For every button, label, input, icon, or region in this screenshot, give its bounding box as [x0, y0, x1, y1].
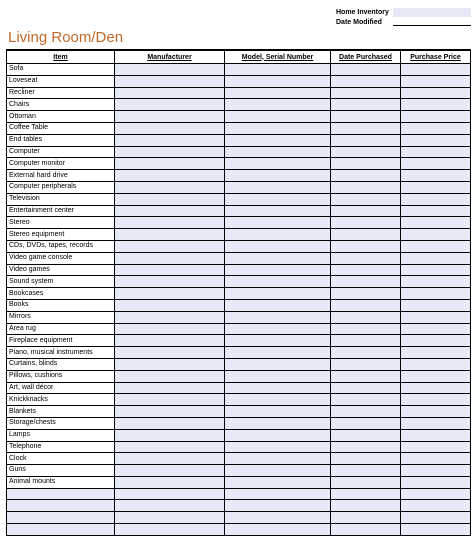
model-serial-cell[interactable] — [225, 134, 331, 146]
table-row — [7, 146, 471, 158]
column-header-model-serial: Model, Serial Number — [225, 50, 331, 64]
table-row — [7, 276, 471, 288]
manufacturer-cell[interactable] — [115, 111, 225, 123]
model-serial-cell[interactable] — [225, 205, 331, 217]
table-row — [7, 524, 471, 536]
purchase-price-cell[interactable] — [401, 217, 471, 229]
date-purchased-cell[interactable] — [331, 335, 401, 347]
model-serial-cell[interactable] — [225, 87, 331, 99]
purchase-price-cell[interactable] — [401, 276, 471, 288]
model-serial-cell[interactable] — [225, 158, 331, 170]
date-purchased-cell[interactable] — [331, 500, 401, 512]
item-cell: Stereo — [7, 217, 115, 229]
purchase-price-cell[interactable] — [401, 311, 471, 323]
model-serial-cell[interactable] — [225, 347, 331, 359]
table-row — [7, 299, 471, 311]
header-meta — [336, 7, 471, 27]
manufacturer-cell[interactable] — [115, 382, 225, 394]
purchase-price-cell[interactable] — [401, 417, 471, 429]
item-cell: Loveseat — [7, 75, 115, 87]
manufacturer-cell[interactable] — [115, 323, 225, 335]
purchase-price-cell[interactable] — [401, 512, 471, 524]
purchase-price-cell[interactable] — [401, 99, 471, 111]
home-inventory-label: Home Inventory — [336, 8, 389, 16]
table-row — [7, 64, 471, 76]
purchase-price-cell[interactable] — [401, 488, 471, 500]
table-row — [7, 406, 471, 418]
model-serial-cell[interactable] — [225, 64, 331, 76]
table-row — [7, 429, 471, 441]
date-purchased-cell[interactable] — [331, 417, 401, 429]
item-cell: Entertainment center — [7, 205, 115, 217]
manufacturer-cell[interactable] — [115, 288, 225, 300]
purchase-price-cell[interactable] — [401, 335, 471, 347]
table-row — [7, 500, 471, 512]
manufacturer-cell[interactable] — [115, 276, 225, 288]
item-cell: Sofa — [7, 64, 115, 76]
table-row — [7, 394, 471, 406]
date-purchased-cell[interactable] — [331, 181, 401, 193]
table-row — [7, 370, 471, 382]
date-purchased-cell[interactable] — [331, 323, 401, 335]
model-serial-cell[interactable] — [225, 240, 331, 252]
table-row — [7, 99, 471, 111]
manufacturer-cell[interactable] — [115, 406, 225, 418]
item-cell: Coffee Table — [7, 122, 115, 134]
table-row — [7, 288, 471, 300]
manufacturer-cell[interactable] — [115, 205, 225, 217]
model-serial-cell[interactable] — [225, 170, 331, 182]
item-cell: Guns — [7, 465, 115, 477]
table-row — [7, 358, 471, 370]
item-cell: CDs, DVDs, tapes, records — [7, 240, 115, 252]
item-cell: Computer peripherals — [7, 181, 115, 193]
manufacturer-cell[interactable] — [115, 394, 225, 406]
date-purchased-cell[interactable] — [331, 99, 401, 111]
date-purchased-cell[interactable] — [331, 394, 401, 406]
model-serial-cell[interactable] — [225, 181, 331, 193]
date-purchased-cell[interactable] — [331, 75, 401, 87]
manufacturer-cell[interactable] — [115, 488, 225, 500]
item-cell: Ottoman — [7, 111, 115, 123]
item-cell: Lamps — [7, 429, 115, 441]
item-cell: Clock — [7, 453, 115, 465]
item-cell: Video game console — [7, 252, 115, 264]
date-purchased-cell[interactable] — [331, 240, 401, 252]
inventory-table — [6, 49, 471, 536]
column-header-item: Item — [7, 50, 115, 64]
item-cell: Video games — [7, 264, 115, 276]
column-header-manufacturer: Manufacturer — [115, 50, 225, 64]
table-row — [7, 181, 471, 193]
date-purchased-cell[interactable] — [331, 122, 401, 134]
manufacturer-cell[interactable] — [115, 264, 225, 276]
table-row — [7, 229, 471, 241]
purchase-price-cell[interactable] — [401, 264, 471, 276]
item-cell[interactable] — [7, 524, 115, 536]
date-purchased-cell[interactable] — [331, 217, 401, 229]
model-serial-cell[interactable] — [225, 358, 331, 370]
table-body — [7, 64, 471, 536]
manufacturer-cell[interactable] — [115, 87, 225, 99]
item-cell: Stereo equipment — [7, 229, 115, 241]
column-header-date-purchased: Date Purchased — [331, 50, 401, 64]
table-row — [7, 252, 471, 264]
model-serial-cell[interactable] — [225, 465, 331, 477]
date-purchased-cell[interactable] — [331, 87, 401, 99]
item-cell: Blankets — [7, 406, 115, 418]
manufacturer-cell[interactable] — [115, 500, 225, 512]
date-purchased-cell[interactable] — [331, 441, 401, 453]
item-cell: Books — [7, 299, 115, 311]
table-row — [7, 311, 471, 323]
model-serial-cell[interactable] — [225, 417, 331, 429]
purchase-price-cell[interactable] — [401, 134, 471, 146]
item-cell: Computer — [7, 146, 115, 158]
model-serial-cell[interactable] — [225, 217, 331, 229]
purchase-price-cell[interactable] — [401, 441, 471, 453]
purchase-price-cell[interactable] — [401, 229, 471, 241]
purchase-price-cell[interactable] — [401, 75, 471, 87]
manufacturer-cell[interactable] — [115, 335, 225, 347]
model-serial-cell[interactable] — [225, 512, 331, 524]
home-inventory-row — [336, 7, 471, 17]
item-cell[interactable] — [7, 500, 115, 512]
item-cell: Area rug — [7, 323, 115, 335]
manufacturer-cell[interactable] — [115, 311, 225, 323]
model-serial-cell[interactable] — [225, 122, 331, 134]
date-purchased-cell[interactable] — [331, 229, 401, 241]
date-purchased-cell[interactable] — [331, 276, 401, 288]
manufacturer-cell[interactable] — [115, 229, 225, 241]
table-header-row — [7, 50, 471, 64]
table-row — [7, 417, 471, 429]
purchase-price-cell[interactable] — [401, 406, 471, 418]
manufacturer-cell[interactable] — [115, 370, 225, 382]
model-serial-cell[interactable] — [225, 146, 331, 158]
date-purchased-cell[interactable] — [331, 64, 401, 76]
purchase-price-cell[interactable] — [401, 205, 471, 217]
item-cell: Pillows, cushions — [7, 370, 115, 382]
manufacturer-cell[interactable] — [115, 299, 225, 311]
date-purchased-cell[interactable] — [331, 264, 401, 276]
table-row — [7, 158, 471, 170]
date-purchased-cell[interactable] — [331, 311, 401, 323]
manufacturer-cell[interactable] — [115, 429, 225, 441]
manufacturer-cell[interactable] — [115, 146, 225, 158]
purchase-price-cell[interactable] — [401, 500, 471, 512]
home-inventory-field[interactable] — [393, 8, 471, 17]
manufacturer-cell[interactable] — [115, 193, 225, 205]
model-serial-cell[interactable] — [225, 264, 331, 276]
date-purchased-cell[interactable] — [331, 193, 401, 205]
manufacturer-cell[interactable] — [115, 240, 225, 252]
table-row — [7, 488, 471, 500]
item-cell: Recliner — [7, 87, 115, 99]
item-cell: Television — [7, 193, 115, 205]
date-purchased-cell[interactable] — [331, 111, 401, 123]
purchase-price-cell[interactable] — [401, 453, 471, 465]
table-row — [7, 217, 471, 229]
item-cell: Animal mounts — [7, 476, 115, 488]
table-row — [7, 347, 471, 359]
purchase-price-cell[interactable] — [401, 181, 471, 193]
table-row — [7, 476, 471, 488]
model-serial-cell[interactable] — [225, 99, 331, 111]
table-row — [7, 335, 471, 347]
item-cell: Curtains, blinds — [7, 358, 115, 370]
table-row — [7, 512, 471, 524]
item-cell: External hard drive — [7, 170, 115, 182]
model-serial-cell[interactable] — [225, 111, 331, 123]
date-purchased-cell[interactable] — [331, 406, 401, 418]
table-row — [7, 170, 471, 182]
model-serial-cell[interactable] — [225, 406, 331, 418]
date-purchased-cell[interactable] — [331, 347, 401, 359]
purchase-price-cell[interactable] — [401, 429, 471, 441]
table-row — [7, 453, 471, 465]
table-row — [7, 465, 471, 477]
table-row — [7, 323, 471, 335]
purchase-price-cell[interactable] — [401, 382, 471, 394]
date-purchased-cell[interactable] — [331, 429, 401, 441]
manufacturer-cell[interactable] — [115, 170, 225, 182]
purchase-price-cell[interactable] — [401, 170, 471, 182]
manufacturer-cell[interactable] — [115, 524, 225, 536]
purchase-price-cell[interactable] — [401, 370, 471, 382]
date-modified-row — [336, 17, 471, 27]
item-cell[interactable] — [7, 512, 115, 524]
manufacturer-cell[interactable] — [115, 476, 225, 488]
item-cell: Knickknacks — [7, 394, 115, 406]
date-purchased-cell[interactable] — [331, 288, 401, 300]
manufacturer-cell[interactable] — [115, 158, 225, 170]
purchase-price-cell[interactable] — [401, 358, 471, 370]
page-title: Living Room/Den — [8, 29, 124, 46]
item-cell: Fireplace equipment — [7, 335, 115, 347]
date-purchased-cell[interactable] — [331, 358, 401, 370]
manufacturer-cell[interactable] — [115, 181, 225, 193]
date-purchased-cell[interactable] — [331, 465, 401, 477]
table-row — [7, 111, 471, 123]
item-cell[interactable] — [7, 488, 115, 500]
model-serial-cell[interactable] — [225, 299, 331, 311]
purchase-price-cell[interactable] — [401, 394, 471, 406]
purchase-price-cell[interactable] — [401, 122, 471, 134]
column-header-purchase-price: Purchase Price — [401, 50, 471, 64]
model-serial-cell[interactable] — [225, 311, 331, 323]
date-modified-field[interactable] — [393, 18, 471, 26]
manufacturer-cell[interactable] — [115, 347, 225, 359]
purchase-price-cell[interactable] — [401, 240, 471, 252]
manufacturer-cell[interactable] — [115, 512, 225, 524]
model-serial-cell[interactable] — [225, 488, 331, 500]
date-purchased-cell[interactable] — [331, 252, 401, 264]
purchase-price-cell[interactable] — [401, 288, 471, 300]
manufacturer-cell[interactable] — [115, 252, 225, 264]
date-purchased-cell[interactable] — [331, 524, 401, 536]
model-serial-cell[interactable] — [225, 370, 331, 382]
manufacturer-cell[interactable] — [115, 64, 225, 76]
item-cell: Chairs — [7, 99, 115, 111]
manufacturer-cell[interactable] — [115, 417, 225, 429]
model-serial-cell[interactable] — [225, 229, 331, 241]
model-serial-cell[interactable] — [225, 500, 331, 512]
date-purchased-cell[interactable] — [331, 158, 401, 170]
purchase-price-cell[interactable] — [401, 64, 471, 76]
purchase-price-cell[interactable] — [401, 87, 471, 99]
model-serial-cell[interactable] — [225, 524, 331, 536]
date-purchased-cell[interactable] — [331, 476, 401, 488]
table-row — [7, 264, 471, 276]
manufacturer-cell[interactable] — [115, 99, 225, 111]
date-purchased-cell[interactable] — [331, 370, 401, 382]
date-purchased-cell[interactable] — [331, 134, 401, 146]
date-modified-label: Date Modified — [336, 18, 382, 26]
model-serial-cell[interactable] — [225, 394, 331, 406]
item-cell: Art, wall décor — [7, 382, 115, 394]
model-serial-cell[interactable] — [225, 276, 331, 288]
manufacturer-cell[interactable] — [115, 217, 225, 229]
model-serial-cell[interactable] — [225, 288, 331, 300]
table-row — [7, 382, 471, 394]
model-serial-cell[interactable] — [225, 476, 331, 488]
table-row — [7, 441, 471, 453]
purchase-price-cell[interactable] — [401, 158, 471, 170]
item-cell: Computer monitor — [7, 158, 115, 170]
purchase-price-cell[interactable] — [401, 524, 471, 536]
item-cell: Sound system — [7, 276, 115, 288]
manufacturer-cell[interactable] — [115, 134, 225, 146]
model-serial-cell[interactable] — [225, 193, 331, 205]
purchase-price-cell[interactable] — [401, 323, 471, 335]
purchase-price-cell[interactable] — [401, 252, 471, 264]
date-purchased-cell[interactable] — [331, 146, 401, 158]
manufacturer-cell[interactable] — [115, 75, 225, 87]
purchase-price-cell[interactable] — [401, 146, 471, 158]
item-cell: Storage/chests — [7, 417, 115, 429]
item-cell: Bookcases — [7, 288, 115, 300]
item-cell: Telephone — [7, 441, 115, 453]
date-purchased-cell[interactable] — [331, 488, 401, 500]
manufacturer-cell[interactable] — [115, 453, 225, 465]
purchase-price-cell[interactable] — [401, 111, 471, 123]
table-row — [7, 75, 471, 87]
date-purchased-cell[interactable] — [331, 170, 401, 182]
date-purchased-cell[interactable] — [331, 299, 401, 311]
purchase-price-cell[interactable] — [401, 299, 471, 311]
model-serial-cell[interactable] — [225, 335, 331, 347]
item-cell: End tables — [7, 134, 115, 146]
model-serial-cell[interactable] — [225, 382, 331, 394]
model-serial-cell[interactable] — [225, 453, 331, 465]
purchase-price-cell[interactable] — [401, 347, 471, 359]
table-row — [7, 193, 471, 205]
table-row — [7, 87, 471, 99]
model-serial-cell[interactable] — [225, 252, 331, 264]
date-purchased-cell[interactable] — [331, 205, 401, 217]
table-row — [7, 122, 471, 134]
purchase-price-cell[interactable] — [401, 465, 471, 477]
item-cell: Piano, musical instruments — [7, 347, 115, 359]
manufacturer-cell[interactable] — [115, 122, 225, 134]
model-serial-cell[interactable] — [225, 323, 331, 335]
table-row — [7, 205, 471, 217]
purchase-price-cell[interactable] — [401, 476, 471, 488]
manufacturer-cell[interactable] — [115, 358, 225, 370]
manufacturer-cell[interactable] — [115, 441, 225, 453]
date-purchased-cell[interactable] — [331, 382, 401, 394]
model-serial-cell[interactable] — [225, 441, 331, 453]
manufacturer-cell[interactable] — [115, 465, 225, 477]
table-row — [7, 240, 471, 252]
model-serial-cell[interactable] — [225, 429, 331, 441]
item-cell: Mirrors — [7, 311, 115, 323]
date-purchased-cell[interactable] — [331, 453, 401, 465]
date-purchased-cell[interactable] — [331, 512, 401, 524]
purchase-price-cell[interactable] — [401, 193, 471, 205]
model-serial-cell[interactable] — [225, 75, 331, 87]
table-row — [7, 134, 471, 146]
